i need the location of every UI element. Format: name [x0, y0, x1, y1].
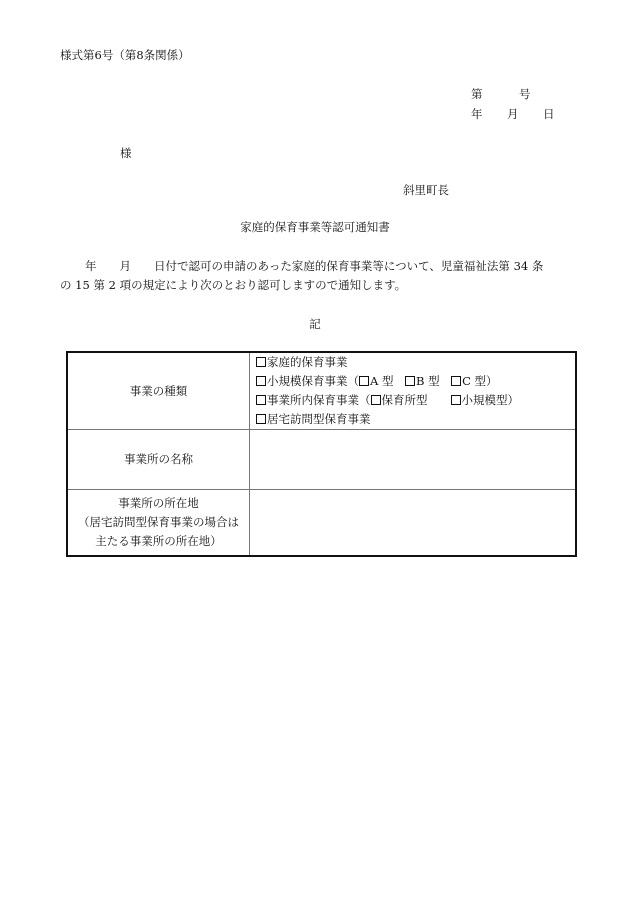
facility-address-field[interactable]	[250, 490, 577, 557]
date-day: 日	[543, 107, 555, 121]
date-year: 年	[471, 107, 483, 121]
checkbox-icon[interactable]	[256, 376, 266, 386]
facility-address-label: 事業所の所在地 （居宅訪問型保育事業の場合は 主たる事業所の所在地）	[67, 490, 250, 557]
document-date	[471, 106, 555, 122]
checkbox-icon[interactable]	[359, 376, 369, 386]
facility-name-field[interactable]	[250, 430, 577, 490]
checkbox-icon[interactable]	[405, 376, 415, 386]
doc-no-prefix: 第	[471, 87, 483, 101]
checkbox-icon[interactable]	[256, 414, 266, 424]
option-family-daycare[interactable]: 家庭的保育事業	[256, 353, 575, 372]
business-type-label: 事業の種類	[67, 352, 250, 430]
body-line-2: の 15 第 2 項の規定により次のとおり認可しますので通知します。	[60, 278, 407, 292]
table-row	[67, 352, 576, 430]
checkbox-icon[interactable]	[451, 376, 461, 386]
addressee: 様	[120, 146, 132, 160]
option-small-daycare[interactable]: 小規模保育事業（ A 型 B 型 C 型）	[256, 372, 575, 391]
doc-no-suffix: 号	[519, 87, 531, 101]
form-number: 様式第6号（第8条関係）	[60, 48, 190, 62]
details-table	[66, 351, 577, 557]
issuer: 斜里町長	[403, 183, 449, 197]
checkbox-icon[interactable]	[451, 395, 461, 405]
checkbox-icon[interactable]	[256, 395, 266, 405]
date-month: 月	[507, 107, 519, 121]
checkbox-icon[interactable]	[371, 395, 381, 405]
table-row	[67, 430, 576, 490]
table-row	[67, 490, 576, 557]
facility-name-label: 事業所の名称	[67, 430, 250, 490]
option-workplace-daycare[interactable]: 事業所内保育事業（ 保育所型 小規模型）	[256, 391, 575, 410]
document-number	[471, 86, 531, 102]
business-type-options	[250, 352, 577, 430]
ki-heading: 記	[309, 317, 321, 331]
option-home-visit-daycare[interactable]: 居宅訪問型保育事業	[256, 410, 575, 429]
checkbox-icon[interactable]	[256, 357, 266, 367]
document-title: 家庭的保育事業等認可通知書	[240, 220, 390, 234]
body-line-1: 年 月 日付で認可の申請のあった家庭的保育事業等について、児童福祉法第 34 条	[85, 259, 544, 273]
